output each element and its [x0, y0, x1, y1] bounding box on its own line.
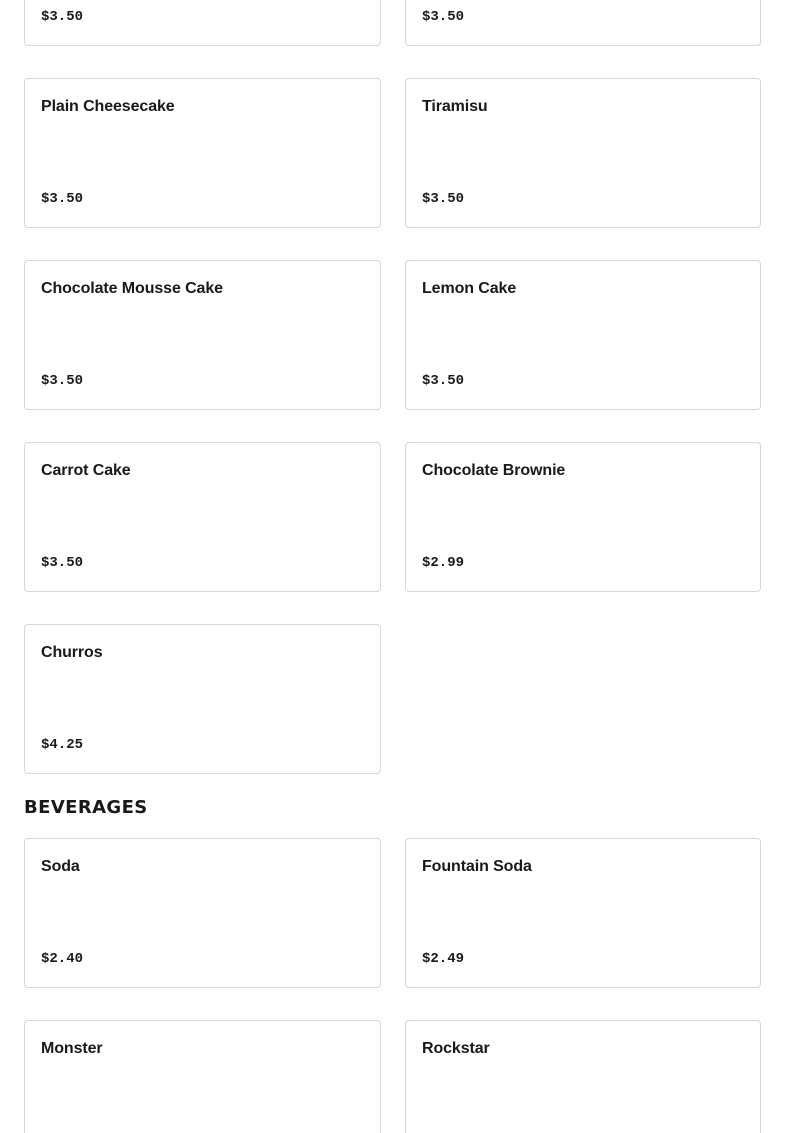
- menu-item-price: $4.25: [41, 737, 84, 753]
- menu-item-name: Churros: [41, 644, 103, 661]
- menu-item-price: $2.40: [41, 951, 84, 967]
- menu-item-card-soda[interactable]: [24, 838, 381, 988]
- menu-item-price: $3.50: [41, 373, 84, 389]
- menu-item-price: $3.50: [41, 9, 84, 25]
- menu-item-price: $3.50: [422, 9, 465, 25]
- menu-item-name: Chocolate Brownie: [422, 462, 566, 479]
- menu-item-price: $3.50: [41, 191, 84, 207]
- menu-item-name: Monster: [41, 1040, 103, 1057]
- menu-item-card-lemon-cake[interactable]: [405, 260, 761, 410]
- menu-item-card-monster[interactable]: [24, 1020, 381, 1133]
- menu-item-card[interactable]: [24, 0, 381, 46]
- menu-item-card-churros[interactable]: [24, 624, 381, 774]
- menu-item-name: Chocolate Mousse Cake: [41, 280, 223, 297]
- menu-item-card-carrot-cake[interactable]: [24, 442, 381, 592]
- menu-item-card-rockstar[interactable]: [405, 1020, 761, 1133]
- menu-item-card-chocolate-brownie[interactable]: [405, 442, 761, 592]
- menu-item-price: $3.50: [422, 373, 465, 389]
- menu-item-name: Rockstar: [422, 1040, 490, 1057]
- menu-item-price: $2.49: [422, 951, 465, 967]
- menu-item-card-plain-cheesecake[interactable]: [24, 78, 381, 228]
- section-heading-beverages: BEVERAGES: [24, 797, 148, 818]
- menu-item-name: Lemon Cake: [422, 280, 517, 297]
- beverages-grid: [24, 838, 761, 1133]
- menu-item-name: Fountain Soda: [422, 858, 532, 875]
- menu-item-name: Plain Cheesecake: [41, 98, 175, 115]
- desserts-grid: [24, 0, 761, 774]
- menu-item-card-tiramisu[interactable]: [405, 78, 761, 228]
- menu-item-name: Tiramisu: [422, 98, 488, 115]
- menu-item-card[interactable]: [405, 0, 761, 46]
- menu-item-price: $3.50: [422, 191, 465, 207]
- menu-item-price: $3.50: [41, 555, 84, 571]
- menu-item-name: Carrot Cake: [41, 462, 131, 479]
- menu-item-name: Soda: [41, 858, 80, 875]
- menu-item-card-fountain-soda[interactable]: [405, 838, 761, 988]
- menu-item-card-chocolate-mousse-cake[interactable]: [24, 260, 381, 410]
- menu-item-price: $2.99: [422, 555, 465, 571]
